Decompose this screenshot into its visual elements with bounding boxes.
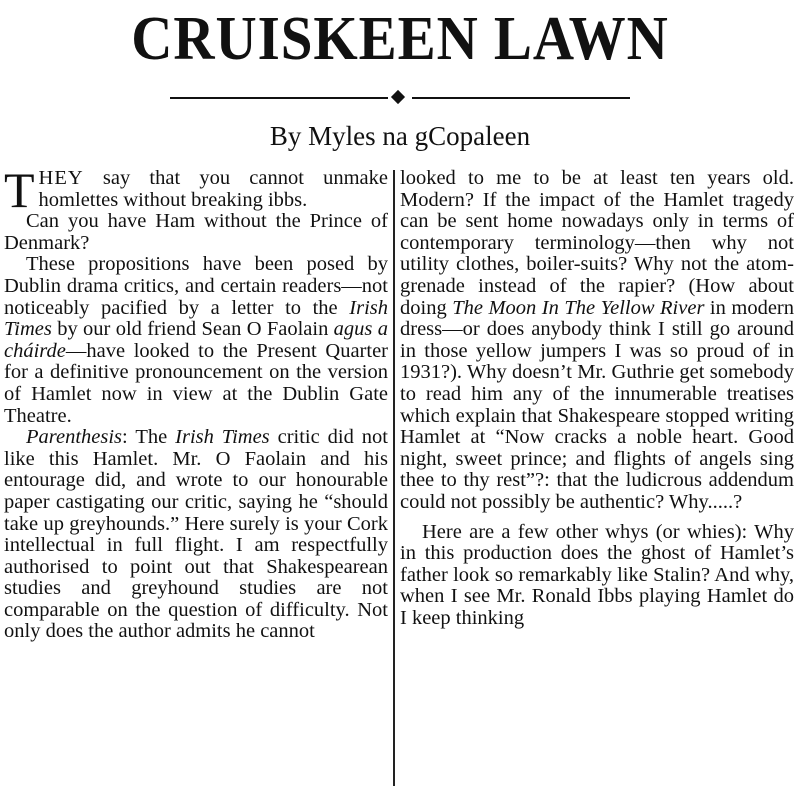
text-run: in modern dress—or does anybody think I still go around in those yellow jumpers I was so proud of in 1931?). Why doesn’t Mr. Guthrie get somebody to read him any of the innumerable treatises which explain that Shakespeare stopped writing Hamlet at “Now cracks a noble heart. Good night, sweet prince; and flights of angels sing thee to thy rest”?: that the ludicrous addendum could not possibly be authentic? Why.....? <box>400 296 794 513</box>
rule-line-left <box>170 97 388 99</box>
italic-run: Irish Times <box>175 426 270 449</box>
column-divider <box>393 170 395 786</box>
text-run: critic did not like this Hamlet. Mr. O Faolain and his entourage did, and wrote to our honourable paper castigating our critic, saying he “should take up greyhounds.” Here surely is your Cork intellectual in full flight. I am respectfully authorised to point out that Shakespearean studies and greyhound studies are not comparable on the question of difficulty. Not only does the author admits he cannot <box>4 426 388 643</box>
text-run: by our old friend Sean O Faolain <box>51 318 334 341</box>
text-run: looked to me to be at least ten years old. Modern? If the impact of the Hamlet tragedy can be sent home nowadays only in terms of contemporary terminology—then why not utility clothes, boiler-suits? Why not the atom-grenade instead of the rapier? (How about doing <box>400 168 794 319</box>
opening-caps: HEY <box>38 168 84 189</box>
rule-line-right <box>412 97 630 99</box>
text-run: —have looked to the Present Quarter for a definitive pronouncement on the version of Hamlet now in view at the Dublin Gate Theatre. <box>4 339 388 427</box>
opening-text: say that you cannot unmake homlettes without breaking ibbs. <box>38 168 388 211</box>
masthead-title: CRUISKEEN LAWN <box>131 5 669 73</box>
paragraph-ham-question: Can you have Ham without the Prince of Denmark? <box>4 210 388 254</box>
drop-cap: T <box>4 168 35 218</box>
paragraph-propositions <box>4 254 388 427</box>
paragraph-whys: Here are a few other whys (or whies): Why in this production does the ghost of Hamlet’s father look so remarkably like Stalin? And why, when I see Mr. Ronald Ibbs playing Hamlet do I keep thinking <box>400 520 794 629</box>
paragraph-modern <box>400 168 794 514</box>
italic-run: Irish Times <box>4 296 388 341</box>
text-run: : The <box>122 426 176 449</box>
article-column-right <box>400 168 794 786</box>
text-run: These propositions have been posed by Dublin drama critics, and certain readers—not noticeably pacified by a letter to the <box>4 253 388 319</box>
article-column-left <box>4 168 388 786</box>
italic-run: The Moon In The Yellow River <box>452 296 705 319</box>
italic-run: agus a cháirde <box>4 318 388 362</box>
byline: By Myles na gCopaleen <box>269 121 531 151</box>
italic-run: Parenthesis <box>26 426 123 449</box>
paragraph-opening <box>4 168 388 218</box>
diamond-ornament-icon <box>391 90 405 104</box>
paragraph-parenthesis <box>4 427 388 643</box>
ornamental-rule <box>170 88 630 108</box>
